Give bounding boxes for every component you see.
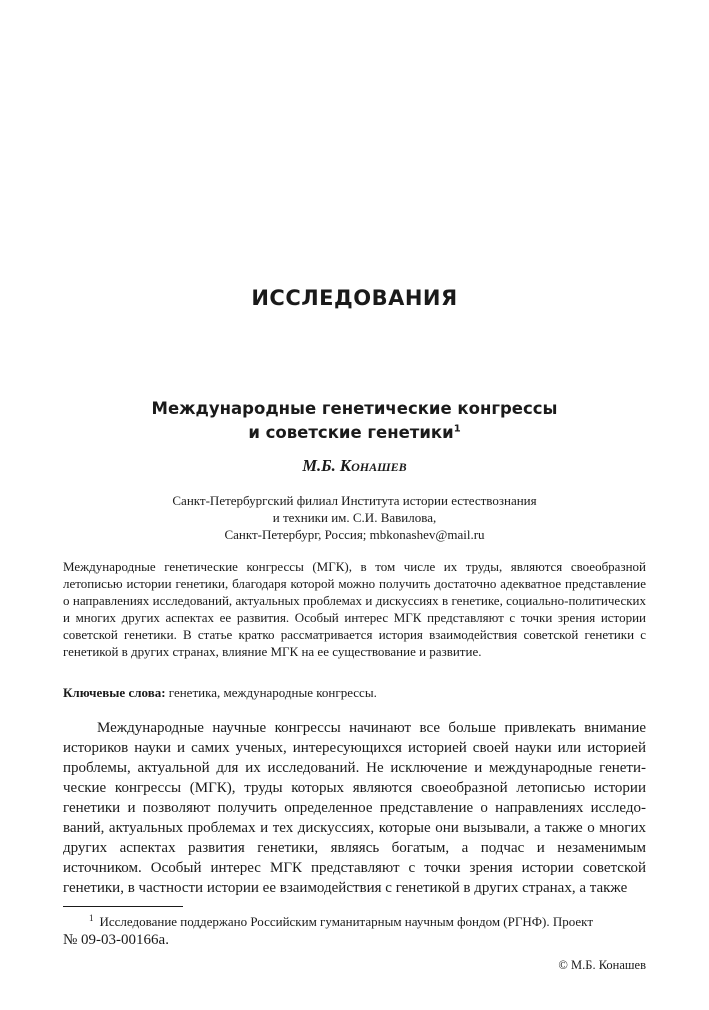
affiliation-line-1: Санкт-Петербургский филиал Института истории естествознания bbox=[172, 493, 537, 508]
article-title-line-2-text: и советские генетики bbox=[248, 423, 454, 442]
body-paragraph: Международные научные конгрессы начинают все больше привлекать внимание историков науки и самих ученых, интересующихся историей своей науки или историей проблемы, актуальной для их исследований. Не исключение и международные генетические конгрессы (МГК), труды которых являются своеобразной летописью истории генетики и позволяют получить определенное представление о направлениях исследований, актуальных проблемах и тех дискуссиях, которые они вызывали, а также о многих других аспектах развития генетики, являясь богатым, а подчас и незаменимым источником. Особый интерес МГК представляют с точки зрения истории советской генетики, в частности истории ее взаимодействия с генетикой в других странах, а также bbox=[63, 720, 646, 896]
section-heading: ИССЛЕДОВАНИЯ bbox=[251, 286, 458, 310]
footnote-line-2: № 09-03-00166а. bbox=[63, 932, 169, 948]
author-affiliation bbox=[0, 492, 709, 543]
keywords-value: генетика, международные конгрессы. bbox=[165, 685, 377, 700]
author-initials: М.Б. bbox=[302, 456, 340, 475]
title-footnote-mark: 1 bbox=[453, 423, 461, 435]
keywords-label: Ключевые слова: bbox=[63, 685, 166, 700]
article-title bbox=[0, 397, 709, 445]
author-surname: Конашев bbox=[339, 456, 407, 475]
footnote bbox=[63, 912, 646, 950]
keywords bbox=[63, 684, 646, 701]
article-title-line-1: Международные генетические конгрессы bbox=[151, 399, 558, 418]
article-author bbox=[0, 456, 709, 476]
footnote-text: Исследование поддержано Российским гуманитарным научным фондом (РГНФ). Проект bbox=[99, 914, 594, 929]
affiliation-line-3: Санкт-Петербург, Россия; mbkonashev@mail.ru bbox=[224, 527, 485, 542]
article-title-line-2 bbox=[0, 421, 709, 445]
copyright-notice: © М.Б. Конашев bbox=[558, 958, 646, 972]
footnote-line-1 bbox=[63, 912, 646, 931]
affiliation-line-2: и техники им. С.И. Вавилова, bbox=[272, 510, 437, 525]
abstract: Международные генетические конгрессы (МГК), в том числе их труды, являются своеобразной летописью истории генетики, благодаря которой можно получить достаточно адекватное представление о направлениях исследований, актуальных проблемах и дискуссиях в генетике, социально-политических и многих других аспектах ее развития. Особый интерес МГК представляют с точки зрения истории советской генетики. В статье кратко рассматривается история взаимодействия советской генетики с генетикой в других странах, влияние МГК на ее существование и развитие. bbox=[63, 559, 646, 659]
footnote-divider bbox=[63, 906, 183, 907]
footnote-mark: 1 bbox=[89, 912, 94, 923]
